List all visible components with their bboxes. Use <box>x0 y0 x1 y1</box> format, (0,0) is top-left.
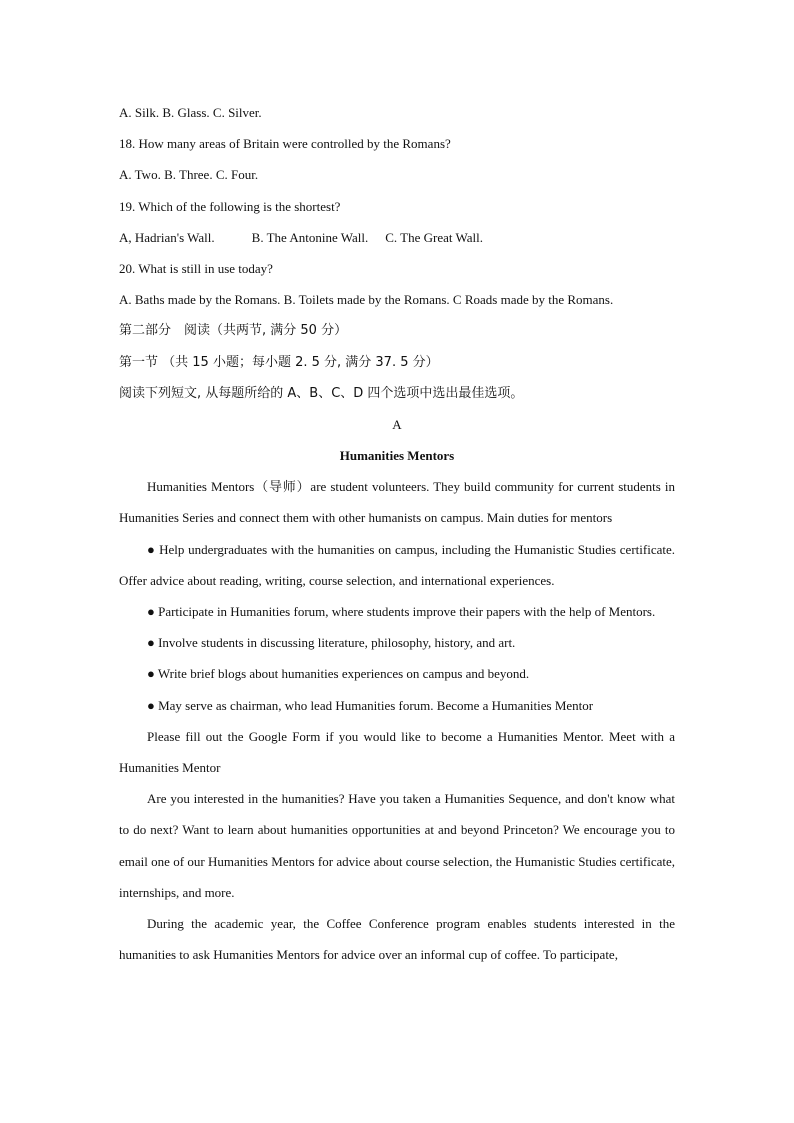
para-interest: Are you interested in the humanities? Have you taken a Humanities Sequence, and don't know what to do next? Want to learn about humanities opportunities at and beyond Princeton? We encourage you to email one of our Humanities Mentors for advice about course selection, the Humanistic Studies certificate, internships, and more. <box>119 791 675 900</box>
para-coffee: During the academic year, the Coffee Conference program enables students interested in the humanities to ask Humanities Mentors for advice over an informal cup of coffee. To participate, <box>119 916 675 963</box>
q20-options: A. Baths made by the Romans. B. Toilets made by the Romans. C Roads made by the Romans. <box>119 292 614 308</box>
bullet-help: ● Help undergraduates with the humanities on campus, including the Humanistic Studies certificate. Offer advice about reading, writing, course selection, and international experiences. <box>119 541 675 588</box>
section-one-heading: 第一节 （共 15 小题；每小题 2. 5 分, 满分 37. 5 分） <box>119 354 439 370</box>
passage-title: Humanities Mentors <box>339 448 455 464</box>
bullet-involve: ● Involve students in discussing literature, philosophy, history, and art. <box>147 635 516 651</box>
para-google-form: Please fill out the Google Form if you would like to become a Humanities Mentor. Meet with a Humanities Mentor <box>119 728 675 776</box>
q20-stem: 20. What is still in use today? <box>119 260 273 276</box>
q18-stem: 18. How many areas of Britain were controlled by the Romans? <box>119 136 451 152</box>
passage-label: A <box>392 416 402 432</box>
passage-intro: Humanities Mentors（导师）are student volunteers. They build community for current students in Humanities Series and connect them with other humanists on campus. Main duties for mentors <box>119 479 675 526</box>
q17-options: A. Silk. B. Glass. C. Silver. <box>119 105 262 120</box>
q19-option-b: B. The Antonine Wall. <box>251 229 369 245</box>
document-page <box>119 97 675 971</box>
bullet-blogs: ● Write brief blogs about humanities experiences on campus and beyond. <box>147 666 530 682</box>
part-two-heading: 第二部分 阅读（共两节, 满分 50 分） <box>119 323 348 339</box>
q19-options <box>119 222 675 253</box>
reading-instruction: 阅读下列短文, 从每题所给的 A、B、C、D 四个选项中选出最佳选项。 <box>119 385 524 401</box>
bullet-chairman: ● May serve as chairman, who lead Humanities forum. Become a Humanities Mentor <box>147 697 594 713</box>
q18-options: A. Two. B. Three. C. Four. <box>119 167 259 183</box>
bullet-forum: ● Participate in Humanities forum, where students improve their papers with the help of Mentors. <box>147 604 656 620</box>
q19-stem: 19. Which of the following is the shortest? <box>119 198 341 214</box>
q19-option-c: C. The Great Wall. <box>385 229 483 245</box>
q19-option-a: A, Hadrian's Wall. <box>119 229 215 245</box>
